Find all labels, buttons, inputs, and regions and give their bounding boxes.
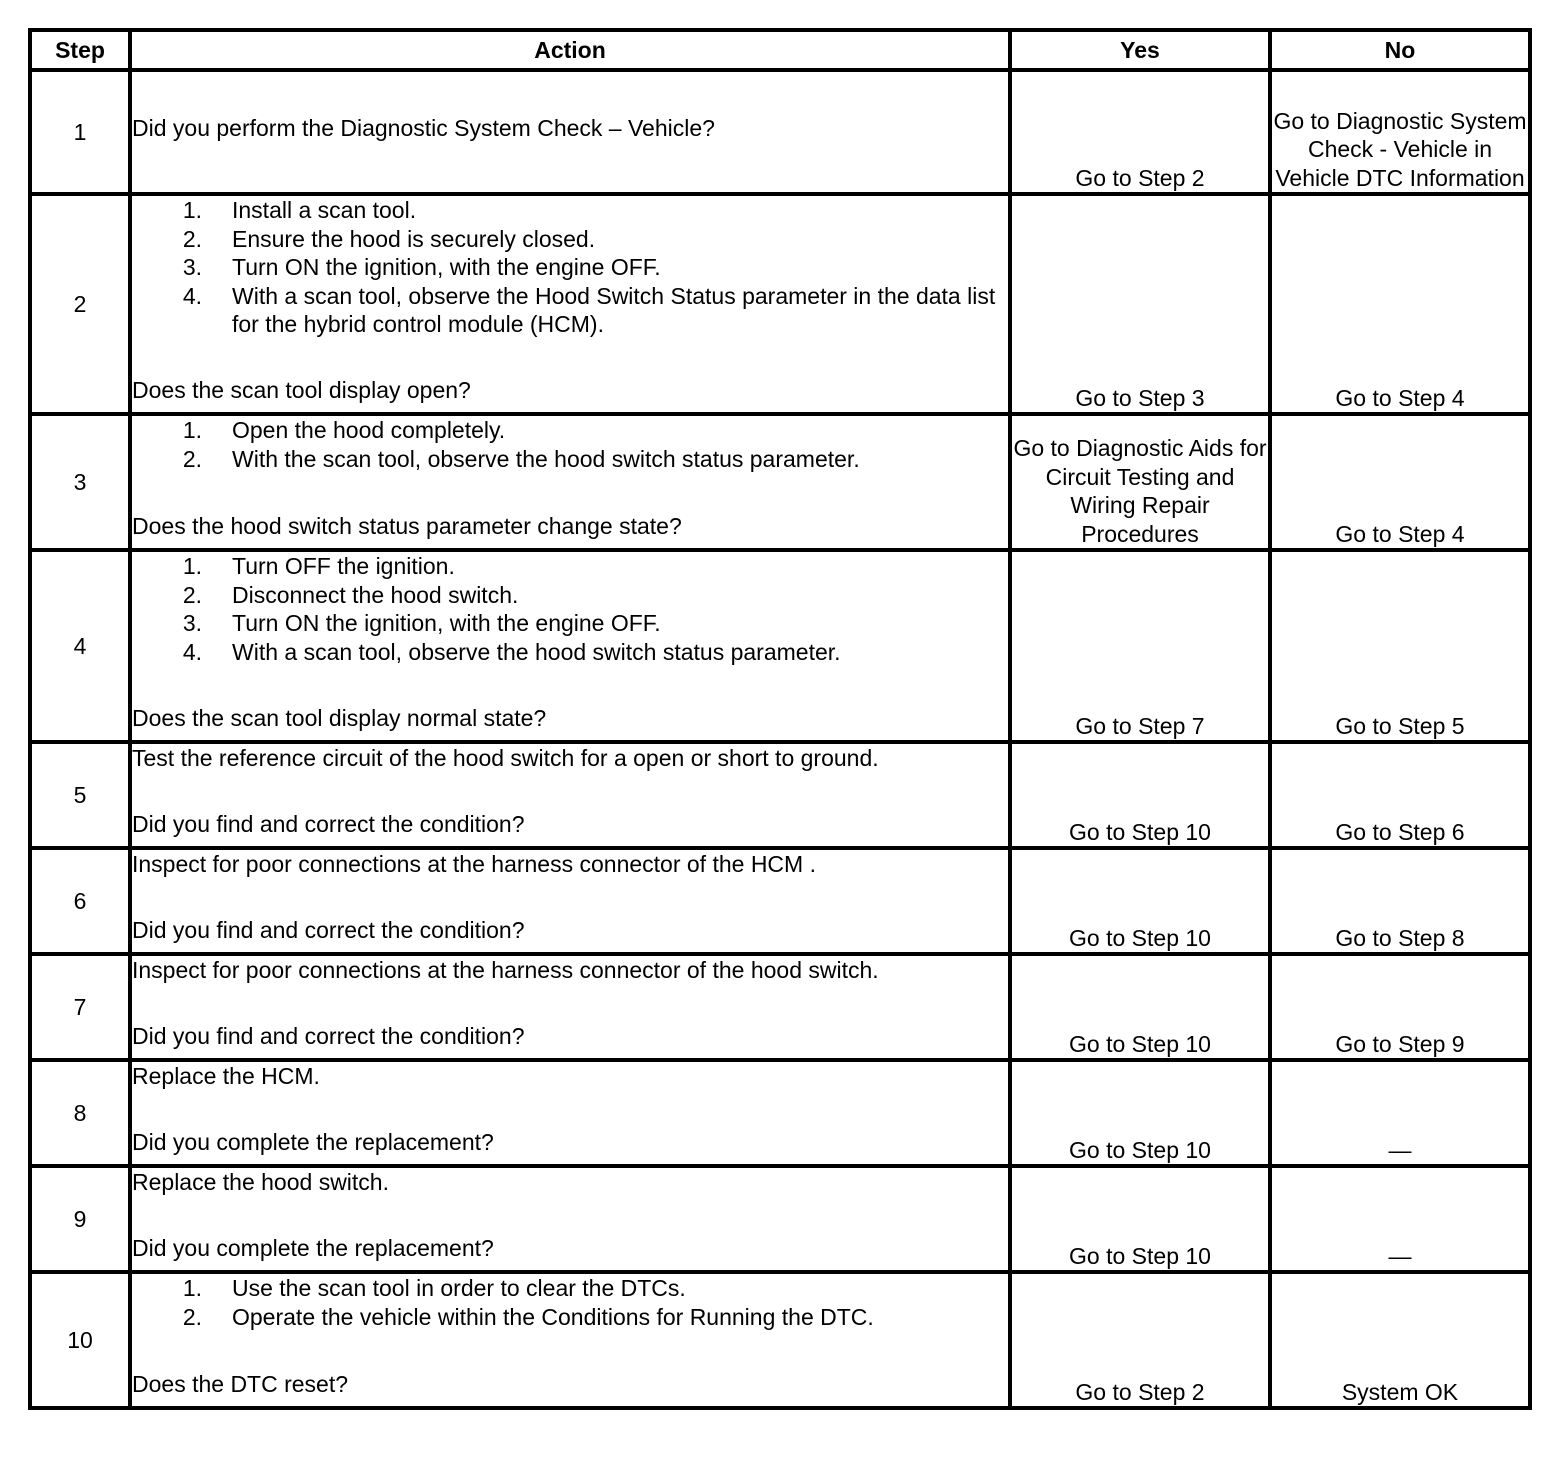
instruction-number: 3. — [182, 254, 202, 280]
instruction-item — [132, 609, 1008, 638]
action-question: Did you find and correct the condition? — [132, 1022, 525, 1049]
table-row — [30, 414, 1530, 550]
instruction-text: With the scan tool, observe the hood switch status parameter. — [232, 445, 860, 472]
action-cell — [130, 1060, 1010, 1166]
no-result: Go to Step 8 — [1270, 848, 1530, 954]
yes-result: Go to Step 10 — [1010, 954, 1270, 1060]
no-result: — — [1270, 1166, 1530, 1272]
instruction-text: Operate the vehicle within the Conditions for Running the DTC. — [232, 1303, 874, 1330]
yes-result: Go to Step 2 — [1010, 70, 1270, 194]
header-row — [30, 30, 1530, 70]
table-row — [30, 194, 1530, 414]
instruction-list — [132, 1274, 1008, 1331]
action-question: Does the scan tool display normal state? — [132, 704, 547, 731]
table-row — [30, 1060, 1530, 1166]
action-question: Does the DTC reset? — [132, 1370, 349, 1397]
diagnostic-table — [28, 28, 1532, 1410]
yes-result: Go to Step 10 — [1010, 1060, 1270, 1166]
no-result: System OK — [1270, 1272, 1530, 1408]
instruction-text: Open the hood completely. — [232, 417, 506, 443]
instruction-item — [132, 196, 1008, 225]
instruction-text: Install a scan tool. — [232, 197, 417, 223]
no-result: Go to Step 4 — [1270, 414, 1530, 550]
instruction-number: 1. — [182, 1275, 202, 1301]
action-cell — [130, 848, 1010, 954]
instruction-item — [132, 1303, 1008, 1332]
instruction-item — [132, 445, 1008, 474]
action-cell — [130, 550, 1010, 742]
instruction-number: 2. — [182, 445, 202, 472]
no-result: Go to Step 9 — [1270, 954, 1530, 1060]
instruction-number: 2. — [182, 1303, 202, 1330]
instruction-number: 4. — [182, 282, 202, 309]
action-cell — [130, 742, 1010, 848]
action-cell — [130, 70, 1010, 194]
table-row — [30, 1166, 1530, 1272]
instruction-text: Ensure the hood is securely closed. — [232, 225, 596, 252]
instruction-item — [132, 638, 1008, 667]
yes-result: Go to Step 2 — [1010, 1272, 1270, 1408]
table-row — [30, 550, 1530, 742]
action-text: Replace the HCM. — [132, 1063, 320, 1089]
yes-result: Go to Step 7 — [1010, 550, 1270, 742]
header-step: Step — [30, 30, 130, 70]
instruction-list — [132, 196, 1008, 339]
action-question: Did you find and correct the condition? — [132, 810, 525, 837]
instruction-number: 1. — [182, 553, 202, 579]
instruction-number: 1. — [182, 197, 202, 223]
no-result: Go to Step 4 — [1270, 194, 1530, 414]
instruction-text: With a scan tool, observe the hood switch status parameter. — [232, 638, 841, 665]
action-question: Does the hood switch status parameter change state? — [132, 512, 682, 539]
action-question: Did you complete the replacement? — [132, 1234, 494, 1261]
instruction-item — [132, 253, 1008, 282]
instruction-item — [132, 581, 1008, 610]
action-cell — [130, 1272, 1010, 1408]
no-result: — — [1270, 1060, 1530, 1166]
step-number: 6 — [30, 848, 130, 954]
instruction-item — [132, 416, 1008, 445]
action-question: Does the scan tool display open? — [132, 376, 471, 403]
step-number: 3 — [30, 414, 130, 550]
action-question: Did you find and correct the condition? — [132, 916, 525, 943]
instruction-text: Turn OFF the ignition. — [232, 553, 455, 579]
no-result: Go to Step 6 — [1270, 742, 1530, 848]
instruction-number: 1. — [182, 417, 202, 443]
instruction-number: 4. — [182, 638, 202, 665]
table-row — [30, 848, 1530, 954]
instruction-item — [132, 552, 1008, 581]
step-number: 1 — [30, 70, 130, 194]
table-row — [30, 742, 1530, 848]
header-action: Action — [130, 30, 1010, 70]
header-yes: Yes — [1010, 30, 1270, 70]
no-result: Go to Step 5 — [1270, 550, 1530, 742]
instruction-list — [132, 552, 1008, 666]
yes-result: Go to Step 10 — [1010, 848, 1270, 954]
instruction-text: Turn ON the ignition, with the engine OFF. — [232, 254, 661, 280]
action-text: Replace the hood switch. — [132, 1169, 389, 1195]
instruction-number: 3. — [182, 610, 202, 636]
action-text: Inspect for poor connections at the harness connector of the HCM . — [132, 851, 816, 877]
yes-result: Go to Step 10 — [1010, 1166, 1270, 1272]
instruction-number: 2. — [182, 581, 202, 608]
action-cell — [130, 194, 1010, 414]
instruction-text: Turn ON the ignition, with the engine OFF. — [232, 610, 661, 636]
action-text: Did you perform the Diagnostic System Check – Vehicle? — [132, 114, 715, 141]
instruction-text: Use the scan tool in order to clear the DTCs. — [232, 1275, 686, 1301]
action-text: Test the reference circuit of the hood switch for a open or short to ground. — [132, 745, 879, 771]
instruction-number: 2. — [182, 225, 202, 252]
yes-result: Go to Step 3 — [1010, 194, 1270, 414]
step-number: 9 — [30, 1166, 130, 1272]
action-text: Inspect for poor connections at the harness connector of the hood switch. — [132, 957, 879, 983]
step-number: 10 — [30, 1272, 130, 1408]
step-number: 5 — [30, 742, 130, 848]
action-question: Did you complete the replacement? — [132, 1128, 494, 1155]
step-number: 2 — [30, 194, 130, 414]
table-row — [30, 70, 1530, 194]
instruction-text: With a scan tool, observe the Hood Switch Status parameter in the data list for the hybrid control module (HCM). — [232, 282, 996, 337]
step-number: 7 — [30, 954, 130, 1060]
instruction-text: Disconnect the hood switch. — [232, 581, 519, 608]
action-cell — [130, 1166, 1010, 1272]
instruction-item — [132, 225, 1008, 254]
no-result: Go to Diagnostic System Check - Vehicle in Vehicle DTC Information — [1270, 70, 1530, 194]
action-cell — [130, 414, 1010, 550]
yes-result: Go to Step 10 — [1010, 742, 1270, 848]
instruction-list — [132, 416, 1008, 473]
instruction-item — [132, 282, 1008, 339]
yes-result: Go to Diagnostic Aids for Circuit Testing and Wiring Repair Procedures — [1010, 414, 1270, 550]
step-number: 8 — [30, 1060, 130, 1166]
header-no: No — [1270, 30, 1530, 70]
table-row — [30, 954, 1530, 1060]
action-cell — [130, 954, 1010, 1060]
table-row — [30, 1272, 1530, 1408]
step-number: 4 — [30, 550, 130, 742]
instruction-item — [132, 1274, 1008, 1303]
